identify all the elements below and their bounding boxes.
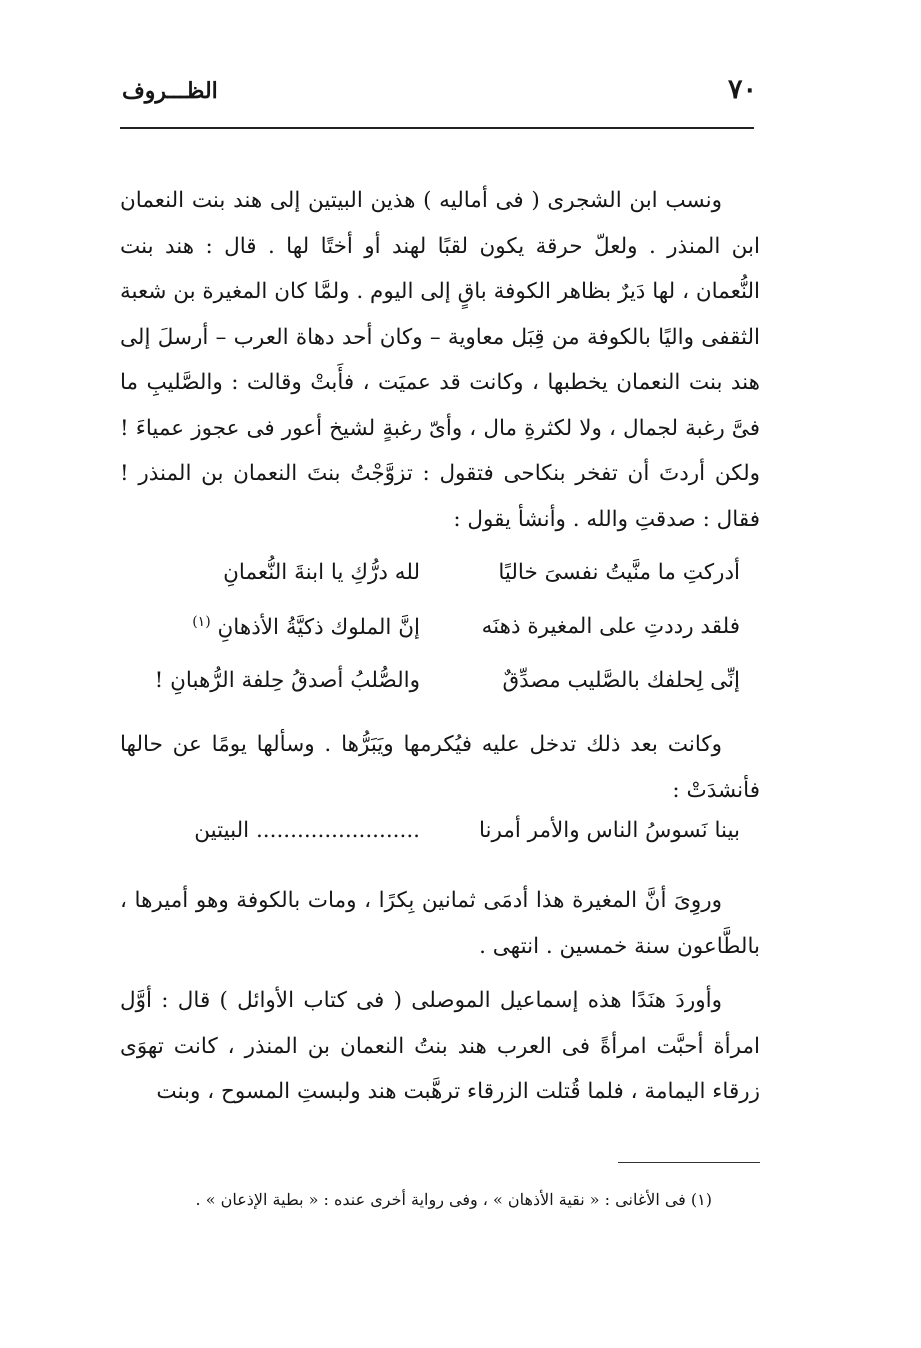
verse-line bbox=[130, 560, 740, 614]
verse-first-hemistich: فلقد رددتِ على المغيرة ذهنَه bbox=[481, 614, 740, 639]
page-number: ٧٠ bbox=[727, 74, 757, 105]
verse-text: إنَّ الملوك ذكيَّةُ الأذهانِ bbox=[217, 615, 420, 641]
verse-second-hemistich: والصُّلبُ أصدقُ حِلفة الرُّهبانِ ! bbox=[154, 668, 420, 693]
verse-first-hemistich: بينا نَسوسُ الناس والأمر أمرنا bbox=[478, 818, 740, 843]
verse-first-hemistich: أدركتِ ما منَّيتُ نفسىَ خاليًا bbox=[498, 560, 740, 585]
verse-line bbox=[130, 668, 740, 722]
verse-line bbox=[130, 614, 740, 668]
paragraph-awail: وأوردَ هنَدًا هذه إسماعيل الموصلى ( فى كتاب الأوائل ) قال : أوَّل امرأة أحبَّت امرأةً فى العرب هند بنتُ النعمان بن المنذر ، كانت تهوَى زرقاء اليمامة ، فلما قُتلت الزرقاء ترهَّبت هند ولبستِ المسوح ، وبنت bbox=[120, 988, 760, 1104]
header-rule bbox=[120, 127, 754, 129]
verse-single bbox=[130, 818, 740, 872]
page-header bbox=[122, 74, 757, 114]
running-title: الظـــروف bbox=[122, 78, 218, 104]
poem bbox=[130, 560, 740, 722]
footnote-marker: (١) bbox=[192, 614, 211, 630]
verse-second-hemistich: لله درُّكِ يا ابنةَ النُّعمانِ bbox=[223, 560, 420, 585]
paragraph-death: وروِىَ أنَّ المغيرة هذا أدمَى ثمانين بِكرًا ، ومات بالكوفة وهو أميرها ، بالطَّاعون سنة خمسين . انتهى . bbox=[120, 888, 760, 959]
verse-ellipsis: ........................ البيتين bbox=[194, 818, 420, 843]
paragraph-intro: ونسب ابن الشجرى ( فى أماليه ) هذين البيتين إلى هند بنت النعمان ابن المنذر . ولعلّ حرقة يكون لقبًا لهند أو أختًا لها . قال : هند بنت النُّعمان ، لها دَيرٌ بظاهر الكوفة باقٍ إلى اليوم . ولمَّا كان المغيرة بن شعبة الثقفى واليًا بالكوفة من قِبَل معاوية – وكان أحد دهاة العرب – أرسلَ إلى هند بنت النعمان يخطبها ، وكانت قد عميَت ، فأَبتْ وقالت : والصَّليبِ ما فىَّ رغبة لجمال ، ولا لكثرةِ مال ، وأىّ رغبةٍ لشيخ أعور فى عجوز عمياءَ ! ولكن أردتَ أن تفخر بنكاحى فتقول : تزوَّجْتُ بنتَ النعمان بن المنذر ! فقال : صدقتِ والله . وأنشأ يقول : bbox=[120, 188, 760, 532]
verse-second-hemistich bbox=[130, 614, 420, 640]
verse-first-hemistich: إنِّى لِحلفك بالصَّليب مصدِّقٌ bbox=[502, 668, 740, 693]
footnote: (١) فى الأغانى : « نقية الأذهان » ، وفى رواية أخرى عنده : « بطية الإذعان » . bbox=[195, 1190, 712, 1209]
footnote-rule bbox=[618, 1162, 760, 1163]
paragraph-visits: وكانت بعد ذلك تدخل عليه فيُكرمها ويَبَرُّها . وسألها يومًا عن حالها فأنشدَتْ : bbox=[120, 732, 760, 803]
verse-line bbox=[130, 818, 740, 872]
